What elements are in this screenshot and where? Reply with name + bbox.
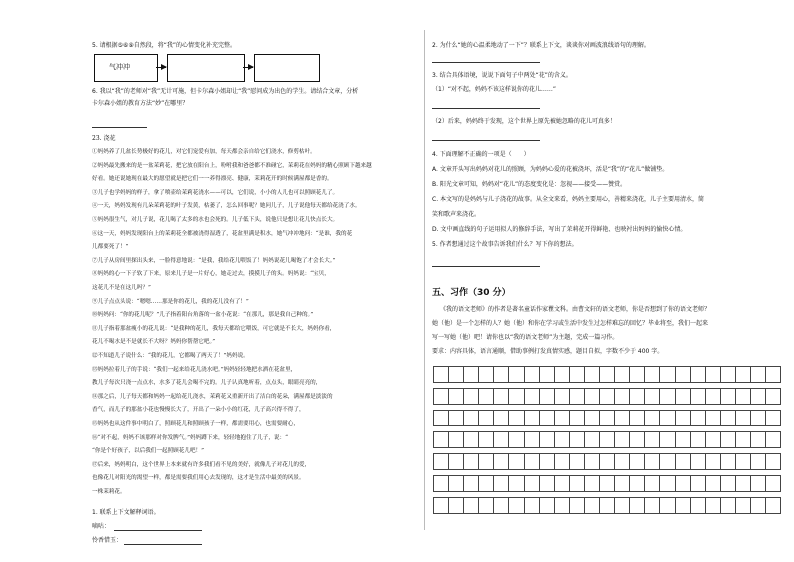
grid-cell[interactable] [554,410,569,426]
grid-cell[interactable] [750,497,765,513]
grid-cell[interactable] [705,454,720,470]
grid-cell[interactable] [479,410,494,426]
story-paragraph-line: ①妈妈养了几盆长势极好的花儿，对它们宠爱有加，每天都会亲自给它们浇水，修剪枯叶。 [92,149,316,155]
grid-cell[interactable] [464,454,479,470]
grid-cell[interactable] [660,497,675,513]
grid-cell[interactable] [675,388,690,404]
mood-box-3[interactable] [254,54,320,82]
grid-cell[interactable] [494,388,509,404]
q2-text: 2. 为什么“她的心温柔地动了一下”？联系上下文，谈谈你对画波浪线语句的理解。 [432,42,650,49]
answer-line[interactable] [92,127,147,128]
grid-cell[interactable] [615,388,630,404]
mood-box-1 [94,54,158,82]
grid-cell[interactable] [766,497,781,513]
grid-cell[interactable] [735,454,750,470]
grid-cell[interactable] [720,410,735,426]
mood-box-label: 气冲冲 [109,63,130,71]
story-paragraph-line: ⑭那之后，儿子每天都和妈妈一起给花儿浇水，茉莉花又重新开出了洁白的花朵，满屋都是淡淡的 [92,393,333,400]
grid-cell[interactable] [584,388,599,404]
grid-cell[interactable] [766,432,781,448]
grid-cell[interactable] [735,410,750,426]
grid-cell[interactable] [434,432,449,448]
q4-option-a[interactable]: A. 文章开头写出妈妈对花儿的照顾，为妈妈心爱的花被浇坏，活是“我”的“花儿”做铺垫。 [432,166,669,173]
grid-cell[interactable] [690,497,705,513]
writing-grid[interactable] [433,366,781,514]
grid-cell[interactable] [449,410,464,426]
grid-cell[interactable] [750,475,765,491]
grid-cell[interactable] [509,367,524,383]
grid-cell[interactable] [660,432,675,448]
grid-cell[interactable] [720,454,735,470]
grid-cell[interactable] [539,454,554,470]
q5-text: 5. 请根据⑤⑥⑨自然段，将“我”的心情变化补充完整。 [92,42,236,49]
grid-cell[interactable] [735,475,750,491]
grid-cell[interactable] [449,432,464,448]
story-paragraph-line: 香气，而儿子的那盆小花也慢慢长大了，开出了一朵小小的红花，儿子高兴得不得了， [92,407,305,414]
grid-cell[interactable] [630,432,645,448]
grid-cell[interactable] [690,432,705,448]
grid-cell[interactable] [645,388,660,404]
grid-cell[interactable] [600,410,615,426]
story-paragraph-line: ⑰后来，妈妈明白，这个世界上本来就有许多我们看不见的美好，就像儿子对花儿的爱， [92,461,311,468]
grid-cell[interactable] [645,475,660,491]
grid-cell[interactable] [569,475,584,491]
story-paragraph-line: ⑩妈妈问：“你的花儿呢？”儿子指着阳台角落的一盆小花说：“在那儿，那是我自己种的。” [92,312,314,319]
grid-cell[interactable] [690,454,705,470]
grid-cell[interactable] [675,497,690,513]
q1-item-2: 怜香惜玉： [92,537,123,544]
grid-cell[interactable] [660,454,675,470]
grid-cell[interactable] [539,475,554,491]
story-paragraph-line: 一株茉莉花。 [92,489,126,495]
grid-cell[interactable] [524,475,539,491]
grid-cell[interactable] [660,410,675,426]
grid-cell[interactable] [524,432,539,448]
grid-cell[interactable] [554,475,569,491]
grid-cell[interactable] [630,475,645,491]
story-paragraph-line: ⑮妈妈也从这件事中明白了，照顾花儿和照顾孩子一样，都需要用心，也需要耐心， [92,421,299,427]
grid-cell[interactable] [615,432,630,448]
grid-cell[interactable] [509,497,524,513]
grid-cell[interactable] [600,475,615,491]
q3-b: （2）后来，妈妈终于发现，这个世界上原先被她忽略的花儿可真多！ [432,118,616,125]
grid-cell[interactable] [434,388,449,404]
story-paragraph-line: 花儿不喝水是不是就长不大呀？妈妈你帮帮它吧。” [92,339,216,346]
answer-line[interactable] [124,544,202,545]
grid-cell[interactable] [720,388,735,404]
grid-cell[interactable] [720,367,735,383]
section-title: 五、习作（30 分） [432,288,511,298]
grid-cell[interactable] [600,497,615,513]
grid-cell[interactable] [675,432,690,448]
essay-line-1: 《我的语文老师》的作者是著名童话作家瞿文科。由曹文轩的语文老师，你是否想到了你的语文老师？ [440,306,711,313]
grid-cell[interactable] [569,497,584,513]
grid-cell[interactable] [750,367,765,383]
grid-cell[interactable] [479,432,494,448]
grid-cell[interactable] [464,410,479,426]
story-paragraph-line: ⑯“对不起，妈妈不该那样对你发脾气。”妈妈蹲下来，轻轻地抱住了儿子，说：“ [92,434,288,441]
grid-cell[interactable] [479,454,494,470]
grid-cell[interactable] [630,497,645,513]
grid-cell[interactable] [720,497,735,513]
grid-cell[interactable] [524,497,539,513]
grid-cell[interactable] [600,432,615,448]
grid-cell[interactable] [449,367,464,383]
grid-cell[interactable] [449,475,464,491]
grid-cell[interactable] [675,410,690,426]
grid-cell[interactable] [645,410,660,426]
grid-cell[interactable] [690,475,705,491]
grid-cell[interactable] [509,454,524,470]
grid-cell[interactable] [524,388,539,404]
grid-cell[interactable] [584,410,599,426]
answer-line[interactable] [432,62,540,63]
grid-cell[interactable] [600,454,615,470]
arrow-2 [243,67,253,68]
grid-cell[interactable] [660,388,675,404]
grid-cell[interactable] [705,388,720,404]
q3-a: （1）“对不起，妈妈不该这样说你的花儿……” [432,86,557,93]
grid-cell[interactable] [539,410,554,426]
grid-cell[interactable] [675,454,690,470]
grid-cell[interactable] [615,367,630,383]
arrow-1 [156,67,166,68]
grid-cell[interactable] [705,497,720,513]
grid-cell[interactable] [449,454,464,470]
grid-cell[interactable] [690,388,705,404]
grid-cell[interactable] [584,454,599,470]
essay-line-3: 写一写她（他）吧！请你也以“我的语文老师”为主题，完成一篇习作。 [432,334,619,341]
grid-cell[interactable] [464,367,479,383]
grid-cell[interactable] [766,475,781,491]
story-paragraph-line: “你是个好孩子，以后我们一起照顾花儿吧！” [92,448,205,455]
grid-cell[interactable] [449,388,464,404]
grid-cell[interactable] [464,388,479,404]
grid-cell[interactable] [554,497,569,513]
grid-cell[interactable] [554,367,569,383]
grid-cell[interactable] [554,454,569,470]
grid-cell[interactable] [509,410,524,426]
grid-cell[interactable] [464,432,479,448]
q4-option-d[interactable]: D. 文中画直线的句子运用拟人的修辞手法，写出了茉莉花开得鲜艳、也映衬出妈妈的愉快心情。 [432,226,687,233]
grid-cell[interactable] [705,432,720,448]
grid-cell[interactable] [494,497,509,513]
story-paragraph-line: 也像花儿对阳光的渴望一样，都是需要我们用心去发现的，这才是生活中最美的风景。 [92,475,305,482]
grid-cell[interactable] [524,367,539,383]
grid-cell[interactable] [449,497,464,513]
grid-cell[interactable] [660,475,675,491]
grid-cell[interactable] [705,410,720,426]
story-paragraph-line: ⑤妈妈很生气，对儿子说，花儿喝了太多的水也会死的。儿子低下头，说他只是想让花儿快点长大。 [92,217,339,223]
grid-cell[interactable] [720,475,735,491]
grid-cell[interactable] [766,388,781,404]
grid-cell[interactable] [479,367,494,383]
grid-cell[interactable] [584,497,599,513]
q1-title: 1. 联系上下文解释词语。 [92,509,160,516]
answer-line[interactable] [432,108,540,109]
grid-cell[interactable] [569,432,584,448]
grid-cell[interactable] [690,410,705,426]
grid-cell[interactable] [569,454,584,470]
story-paragraph-line: ③儿子也学妈妈的样子，拿了喷壶给茉莉花浇水——可以，它们说，小小的人儿也可以照顾花儿了。 [92,189,339,196]
grid-cell[interactable] [750,388,765,404]
grid-cell[interactable] [539,367,554,383]
grid-cell[interactable] [524,454,539,470]
grid-cell[interactable] [735,388,750,404]
grid-cell[interactable] [494,475,509,491]
grid-cell[interactable] [494,432,509,448]
grid-cell[interactable] [509,432,524,448]
grid-cell[interactable] [766,454,781,470]
grid-cell[interactable] [766,410,781,426]
grid-cell[interactable] [660,367,675,383]
grid-cell[interactable] [615,497,630,513]
grid-cell[interactable] [539,388,554,404]
story-paragraph-line: ⑫不知道儿子说什么：“我的花儿，它都喝了两天了！”妈妈说。 [92,353,249,359]
grid-cell[interactable] [720,432,735,448]
q6-line2: 卡尔森小姐的教育方法“妙”在哪里？ [92,100,189,107]
grid-cell[interactable] [569,367,584,383]
mood-box-2[interactable] [167,54,245,82]
answer-line[interactable] [432,140,540,141]
grid-cell[interactable] [434,475,449,491]
grid-cell[interactable] [554,388,569,404]
grid-cell[interactable] [569,410,584,426]
divider [424,30,425,530]
q4-option-c[interactable]: C. 本文写的是妈妈与儿子浇花的故事。从全文来看，妈妈主要用心，善精来浇花，儿子主要用清水，简 [432,196,705,203]
grid-cell[interactable] [645,454,660,470]
grid-cell[interactable] [615,475,630,491]
grid-cell[interactable] [600,388,615,404]
grid-cell[interactable] [584,432,599,448]
grid-cell[interactable] [645,367,660,383]
grid-cell[interactable] [554,432,569,448]
grid-cell[interactable] [524,410,539,426]
story-paragraph-line: ⑦儿子从房间里探出头来，一脸得意地说：“是我，我给花儿喂饭了！妈妈说花儿喝饱了才会长大。” [92,257,336,264]
grid-cell[interactable] [434,497,449,513]
grid-cell[interactable] [690,367,705,383]
grid-cell[interactable] [735,367,750,383]
q5-right-text: 5. 作者想通过这个故事告诉我们什么？写下你的想法。 [432,241,578,248]
story-paragraph-line: ⑧妈妈的心一下子软了下来，原来儿子是一片好心，她走过去，摸摸儿子的头。妈妈说：“宝贝， [92,271,330,278]
grid-cell[interactable] [705,367,720,383]
grid-cell[interactable] [434,367,449,383]
story-paragraph-line: 这花儿不是在这儿吗？” [92,285,151,291]
grid-cell[interactable] [494,367,509,383]
story-paragraph-line: ⑥这一天，妈妈发现阳台上的茉莉花全都被浇得湿透了，花盆里满是积水，她气冲冲地问：“是谁，我的花 [92,230,353,237]
q4-option-c-cont: 笑和歌声来浇花。 [432,211,481,218]
grid-cell[interactable] [494,410,509,426]
grid-cell[interactable] [434,410,449,426]
grid-cell[interactable] [645,497,660,513]
grid-cell[interactable] [630,410,645,426]
answer-line[interactable] [432,266,540,267]
grid-cell[interactable] [675,475,690,491]
grid-cell[interactable] [766,367,781,383]
story-paragraph-line: ⑪儿子指着那盆瘦小的花儿说：“是我种的花儿，我每天都给它喂饭，可它就是不长大，妈妈你看， [92,325,336,332]
story-title: 23. 浇花 [92,135,116,142]
grid-cell[interactable] [584,367,599,383]
grid-cell[interactable] [479,475,494,491]
grid-cell[interactable] [569,388,584,404]
story-paragraph-line: 儿都要死了！” [92,244,129,251]
grid-cell[interactable] [494,454,509,470]
grid-cell[interactable] [479,388,494,404]
grid-cell[interactable] [539,497,554,513]
grid-cell[interactable] [750,410,765,426]
grid-cell[interactable] [479,497,494,513]
essay-line-4: 要求：内容具体，语言通顺，借助事例打发真情实感，题目自拟，字数不少于 400 字。 [432,348,664,355]
q1-item-1: 嘀咕： [92,523,111,530]
grid-cell[interactable] [735,497,750,513]
grid-cell[interactable] [675,367,690,383]
grid-cell[interactable] [600,367,615,383]
story-paragraph-line: 教儿子每次只浇一点点水，水多了花儿会喝不完的。儿子认真地听着，点点头，眼睛亮亮的， [92,380,322,387]
grid-cell[interactable] [434,454,449,470]
answer-line[interactable] [114,530,202,531]
story-paragraph-line: ②妈妈最先搬来的是一盆茉莉花，把它放在阳台上，吩咐我和爸爸都不准碰它，茉莉花在妈妈的精心照顾下越来越 [92,162,372,169]
grid-cell[interactable] [735,432,750,448]
grid-cell[interactable] [464,497,479,513]
grid-cell[interactable] [615,410,630,426]
grid-cell[interactable] [630,454,645,470]
grid-cell[interactable] [509,475,524,491]
q3-text: 3. 结合具体语境，说说下面句子中两处“花”的含义。 [432,72,572,79]
q4-text: 4. 下面理解不正确的一项是（ ） [432,151,530,158]
story-paragraph-line: ⑬妈妈拉着儿子的手说：“我们一起来给花儿浇水吧。”妈妈轻轻地把水洒在花盆里， [92,366,297,373]
grid-cell[interactable] [584,475,599,491]
q6-line1: 6. 我以“我”的老师对“我”无计可施，但卡尔森小姐却让“我”慰问成为出色的学生。请结合文章，分析 [92,88,359,95]
grid-cell[interactable] [464,475,479,491]
q4-option-b[interactable]: B. 阳光文章可知，妈妈对“花儿”的态度变化是：忽视——接受——赞赏。 [432,181,627,188]
grid-cell[interactable] [539,432,554,448]
grid-cell[interactable] [630,388,645,404]
grid-cell[interactable] [615,454,630,470]
story-paragraph-line: ④一天，妈妈发现有几朵茉莉花的叶子发黄，枯萎了，怎么回事呢？她问儿子，儿子说他每天都给花浇了水。 [92,203,361,210]
grid-cell[interactable] [509,388,524,404]
grid-cell[interactable] [705,475,720,491]
story-paragraph-line: 好看。她还说她现在最大的愿望就是把它们一一养得漂亮、健康，茉莉花开的时候满屋都是香的。 [92,176,333,183]
essay-line-2: 她（他）是一个怎样的人？她（他）和你在学习或生活中发生过怎样难忘的回忆？毕业将至，我们一起来 [432,320,709,327]
grid-cell[interactable] [645,432,660,448]
grid-cell[interactable] [750,454,765,470]
grid-cell[interactable] [630,367,645,383]
story-paragraph-line: ⑨儿子点点头说：“嗯嗯……那是你的花儿，我的花儿没有了！” [92,298,249,305]
grid-cell[interactable] [750,432,765,448]
